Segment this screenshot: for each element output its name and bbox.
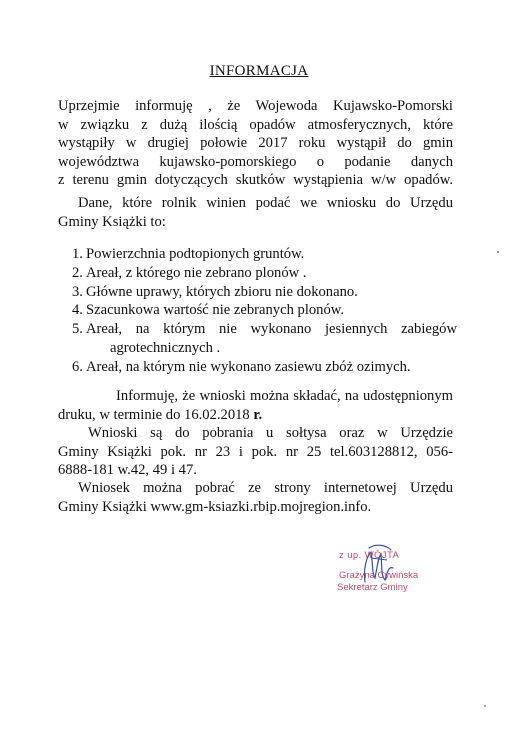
deadline-suffix: r. <box>249 406 263 423</box>
list-item-text: Areał, z którego nie zebrano plonów . <box>86 264 307 281</box>
intro-line: Uprzejmie informuję , że Wojewoda Kujawsko-Pomorski <box>58 98 453 114</box>
download-line: Wnioski są do pobrania u sołtysa oraz w Urzędzie <box>88 425 453 441</box>
list-item <box>58 283 458 302</box>
intro-line: w związku z dużą ilością opadów atmosferycznych, które <box>58 116 453 133</box>
list-item-number: 1. <box>72 246 83 262</box>
intro-line: wystąpiły w drugiej połowie 2017 roku wystąpił do gmin <box>58 135 453 151</box>
farmer-line: Dane, które rolnik winien podać we wniosku do Urzędu <box>78 195 453 211</box>
deadline-line <box>58 406 453 425</box>
website-paragraph <box>58 479 453 516</box>
list-item-number: 6. <box>72 358 83 375</box>
list-item-number: 3. <box>72 283 83 300</box>
website-line: Gminy Książki www.gm-ksiazki.rbip.mojregion.info. <box>58 498 372 515</box>
official-stamp <box>325 538 435 608</box>
list-item <box>58 245 458 264</box>
document-title: INFORMACJA <box>209 63 309 79</box>
list-item <box>58 320 458 358</box>
list-item-number: 2. <box>72 264 83 281</box>
scan-speck <box>484 705 486 707</box>
stamp-line-1: z up. WÓJTA <box>339 550 400 561</box>
download-line: Gminy Książki pok. nr 23 i pok. nr 25 tel.603128812, 056- <box>58 443 453 460</box>
farmer-paragraph <box>58 194 453 231</box>
download-paragraph <box>58 424 453 480</box>
list-item-text: Areał, na którym nie wykonano jesiennych zabiegów <box>86 321 457 338</box>
intro-line: województwa kujawsko-pomorskiego o podanie danych <box>58 153 453 170</box>
download-line: 6888-181 w.42, 49 i 47. <box>58 462 197 478</box>
list-item-number: 4. <box>72 302 83 319</box>
stamp-line-2: Grażyna Cywińska <box>339 570 419 581</box>
list-item-text: Powierzchnia podtopionych gruntów. <box>86 246 305 262</box>
list-item-continuation: agrotechnicznych . <box>110 339 221 356</box>
deadline-line: Informuję, że wnioski można składać, na udostępnionym <box>116 388 453 404</box>
stamp-line-3: Sekretarz Gminy <box>337 582 408 593</box>
list-item-text: Areał, na którym nie wykonano zasiewu zbóż ozimych. <box>86 358 411 375</box>
intro-paragraph <box>58 97 453 190</box>
required-data-list <box>58 245 458 377</box>
list-item-text: Szacunkowa wartość nie zebranych plonów. <box>86 302 344 319</box>
website-line: Wniosek można pobrać ze strony internetowej Urzędu <box>78 480 453 496</box>
list-item-text: Główne uprawy, których zbioru nie dokonano. <box>86 283 358 300</box>
handwritten-signature <box>325 538 435 608</box>
scan-speck <box>497 251 499 253</box>
deadline-text: druku, w terminie do 16.02.2018 <box>58 406 250 423</box>
list-item-number: 5. <box>72 321 83 338</box>
list-item <box>58 301 458 320</box>
deadline-paragraph <box>58 387 453 424</box>
list-item <box>58 358 458 377</box>
list-item <box>58 264 458 283</box>
intro-line: z terenu gmin dotyczących skutków wystąpienia w/w opadów. <box>58 172 453 188</box>
farmer-line: Gminy Książki to: <box>58 213 166 230</box>
